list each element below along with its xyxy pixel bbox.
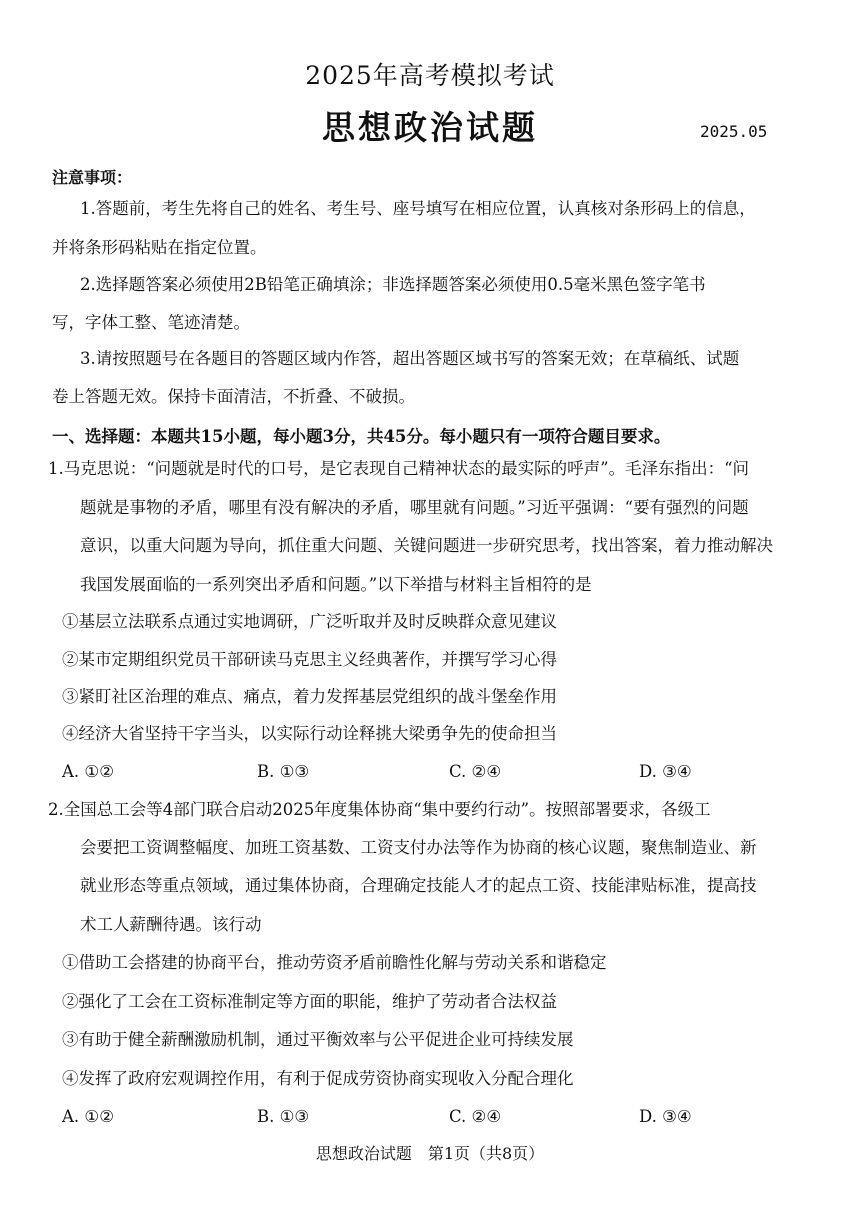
- question-2-stem: 术工人薪酬待遇。该行动: [80, 915, 262, 934]
- question-1-statement: ②某市定期组织党员干部研读马克思主义经典著作，并撰写学习心得: [62, 650, 557, 669]
- question-2-stem: 2.全国总工会等4部门联合启动2025年度集体协商“集中要约行动”。按照部署要求，各级工: [48, 800, 711, 819]
- choice-a[interactable]: A. ①②: [62, 762, 114, 781]
- question-1-statement: ①基层立法联系点通过实地调研，广泛听取并及时反映群众意见建议: [62, 612, 557, 631]
- question-2-stem: 就业形态等重点领域，通过集体协商，合理确定技能人才的起点工资、技能津贴标准，提高技: [80, 876, 757, 895]
- choice-c[interactable]: C. ②④: [449, 762, 502, 781]
- question-2-statement: ①借助工会搭建的协商平台，推动劳资矛盾前瞻性化解与劳动关系和谐稳定: [62, 953, 607, 972]
- question-1-stem: 我国发展面临的一系列突出矛盾和问题。”以下举措与材料主旨相符的是: [80, 575, 592, 594]
- question-1-statement: ③紧盯社区治理的难点、痛点，着力发挥基层党组织的战斗堡垒作用: [62, 687, 557, 706]
- choice-b[interactable]: B. ①③: [257, 1107, 310, 1126]
- choice-d[interactable]: D. ③④: [639, 1107, 692, 1126]
- notes-heading: 注意事项：: [52, 168, 133, 187]
- notes-line: 并将条形码粘贴在指定位置。: [52, 238, 267, 257]
- notes-line: 卷上答题无效。保持卡面清洁，不折叠、不破损。: [52, 387, 415, 406]
- choice-c[interactable]: C. ②④: [449, 1107, 502, 1126]
- question-1-stem: 意识，以重大问题为导向，抓住重大问题、关键问题进一步研究思考，找出答案，着力推动解决: [80, 536, 773, 555]
- exam-title: 2025年高考模拟考试: [305, 61, 555, 90]
- choice-b[interactable]: B. ①③: [257, 762, 310, 781]
- notes-line: 3.请按照题号在各题目的答题区域内作答，超出答题区域书写的答案无效；在草稿纸、试题: [80, 349, 740, 368]
- notes-line: 1.答题前，考生先将自己的姓名、考生号、座号填写在相应位置，认真核对条形码上的信息，: [80, 199, 756, 218]
- notes-line: 2.选择题答案必须使用2B铅笔正确填涂；非选择题答案必须使用0.5毫米黑色签字笔书: [80, 275, 706, 294]
- choice-a[interactable]: A. ①②: [62, 1107, 114, 1126]
- question-1-stem: 题就是事物的矛盾，哪里有没有解决的矛盾，哪里就有问题。”习近平强调：“要有强烈的问题: [80, 498, 749, 517]
- question-2-statement: ②强化了工会在工资标准制定等方面的职能，维护了劳动者合法权益: [62, 992, 557, 1011]
- question-2-statement: ③有助于健全薪酬激励机制，通过平衡效率与公平促进企业可持续发展: [62, 1030, 574, 1049]
- question-2-stem: 会要把工资调整幅度、加班工资基数、工资支付办法等作为协商的核心议题，聚焦制造业、新: [80, 838, 757, 857]
- question-1-stem: 1.马克思说：“问题就是时代的口号，是它表现自己精神状态的最实际的呼声”。毛泽东指出：“问: [48, 459, 750, 478]
- question-2-statement: ④发挥了政府宏观调控作用，有利于促成劳资协商实现收入分配合理化: [62, 1069, 574, 1088]
- subject-title: 思想政治试题: [322, 108, 538, 147]
- notes-line: 写，字体工整、笔迹清楚。: [52, 313, 250, 332]
- exam-date: 2025.05: [700, 122, 768, 141]
- section-heading: 一、选择题：本题共15小题，每小题3分，共45分。每小题只有一项符合题目要求。: [52, 427, 671, 446]
- choice-d[interactable]: D. ③④: [639, 762, 692, 781]
- question-1-statement: ④经济大省坚持干字当头，以实际行动诠释挑大梁勇争先的使命担当: [62, 724, 557, 743]
- page-footer: 思想政治试题 第1页（共8页）: [315, 1144, 545, 1163]
